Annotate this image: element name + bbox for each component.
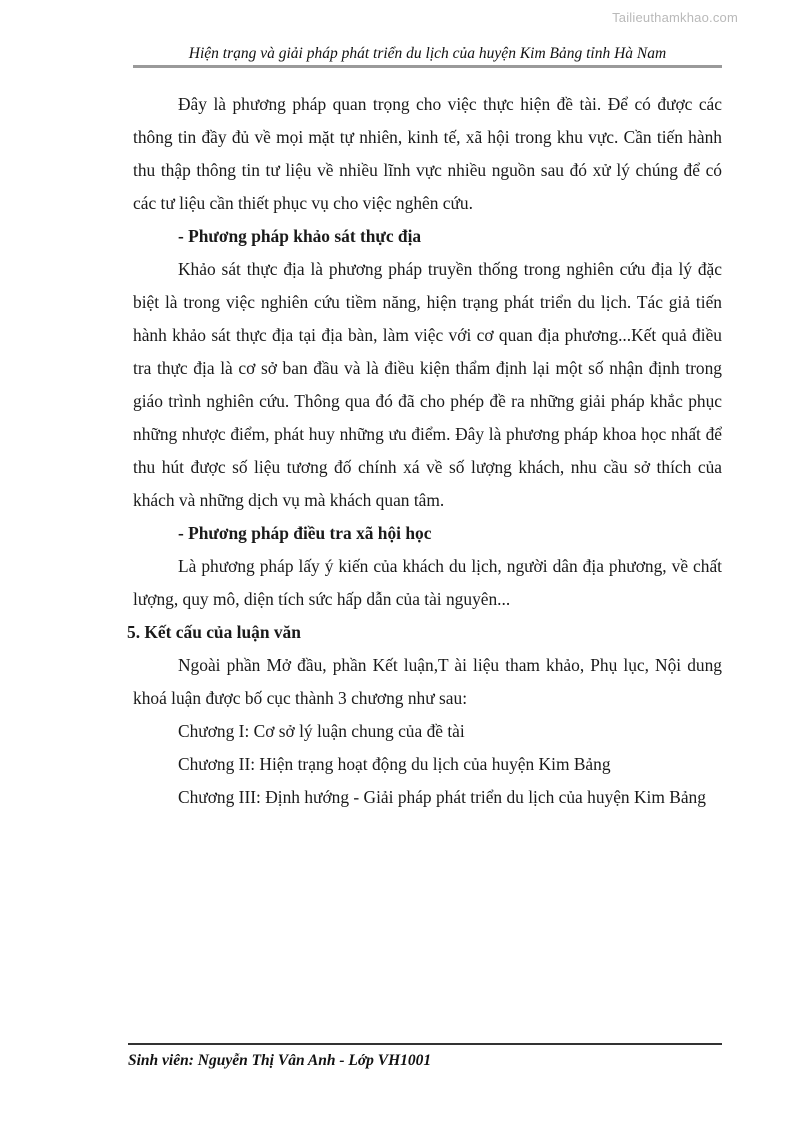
paragraph-research-methods-intro: Đây là phương pháp quan trọng cho việc thực hiện đề tài. Để có được các thông tin đầy đủ về mọi mặt tự nhiên, kinh tế, xã hội trong khu vực. Cần tiến hành thu thập thông tin tư liệu về nhiều lĩnh vực nhiều nguồn sau đó xử lý chúng để có các tư liệu cần thiết phục vụ cho việc nghên cứu. <box>133 94 722 213</box>
subheading-social-survey-method: - Phương pháp điều tra xã hội học <box>178 523 432 543</box>
paragraph-field-survey-description: Khảo sát thực địa là phương pháp truyền thống trong nghiên cứu địa lý đặc biệt là trong việc nghiên cứu tiềm năng, hiện trạng phát triển du lịch. Tác giả tiến hành khảo sát thực địa tại địa bàn, làm việc với cơ quan địa phương...Kết quả điều tra thực địa là cơ sở ban đầu và là điều kiện thẩm định lại một số nhận định trong giáo trình nghiên cứu. Thông qua đó đã cho phép đề ra những giải pháp khắc phục những nhược điểm, phát huy những ưu điểm. Đây là phương pháp khoa học nhất để thu hút được số liệu tương đố chính xá về số lượng khách, nhu cầu sở thích của khách và những dịch vụ mà khách quan tâm. <box>133 259 722 510</box>
header-divider <box>133 65 722 68</box>
site-watermark: Tailieuthamkhao.com <box>612 10 738 25</box>
footer-student-info: Sinh viên: Nguyễn Thị Vân Anh - Lớp VH1001 <box>128 1052 432 1069</box>
footer-divider <box>128 1043 722 1045</box>
document-body <box>127 88 722 814</box>
running-header <box>133 44 722 68</box>
section-heading-thesis-structure: 5. Kết cấu của luận văn <box>127 622 301 642</box>
chapter-list-item: Chương III: Định hướng - Giải pháp phát triển du lịch của huyện Kim Bảng <box>178 787 706 807</box>
header-title: Hiện trạng và giải pháp phát triển du lịch của huyện Kim Bảng tỉnh Hà Nam <box>188 45 667 62</box>
chapter-list-item: Chương II: Hiện trạng hoạt động du lịch của huyện Kim Bảng <box>178 754 611 774</box>
subheading-field-survey-method: - Phương pháp khảo sát thực địa <box>178 226 422 246</box>
chapter-list-item: Chương I: Cơ sở lý luận chung của đề tài <box>178 721 465 741</box>
paragraph-social-survey-description: Là phương pháp lấy ý kiến của khách du lịch, người dân địa phương, về chất lượng, quy mô, diện tích sức hấp dẫn của tài nguyên... <box>133 556 722 609</box>
running-footer <box>128 1043 722 1071</box>
paragraph-thesis-structure-intro: Ngoài phần Mở đầu, phần Kết luận,T ài liệu tham khảo, Phụ lục, Nội dung khoá luận được bố cục thành 3 chương như sau: <box>133 655 722 708</box>
